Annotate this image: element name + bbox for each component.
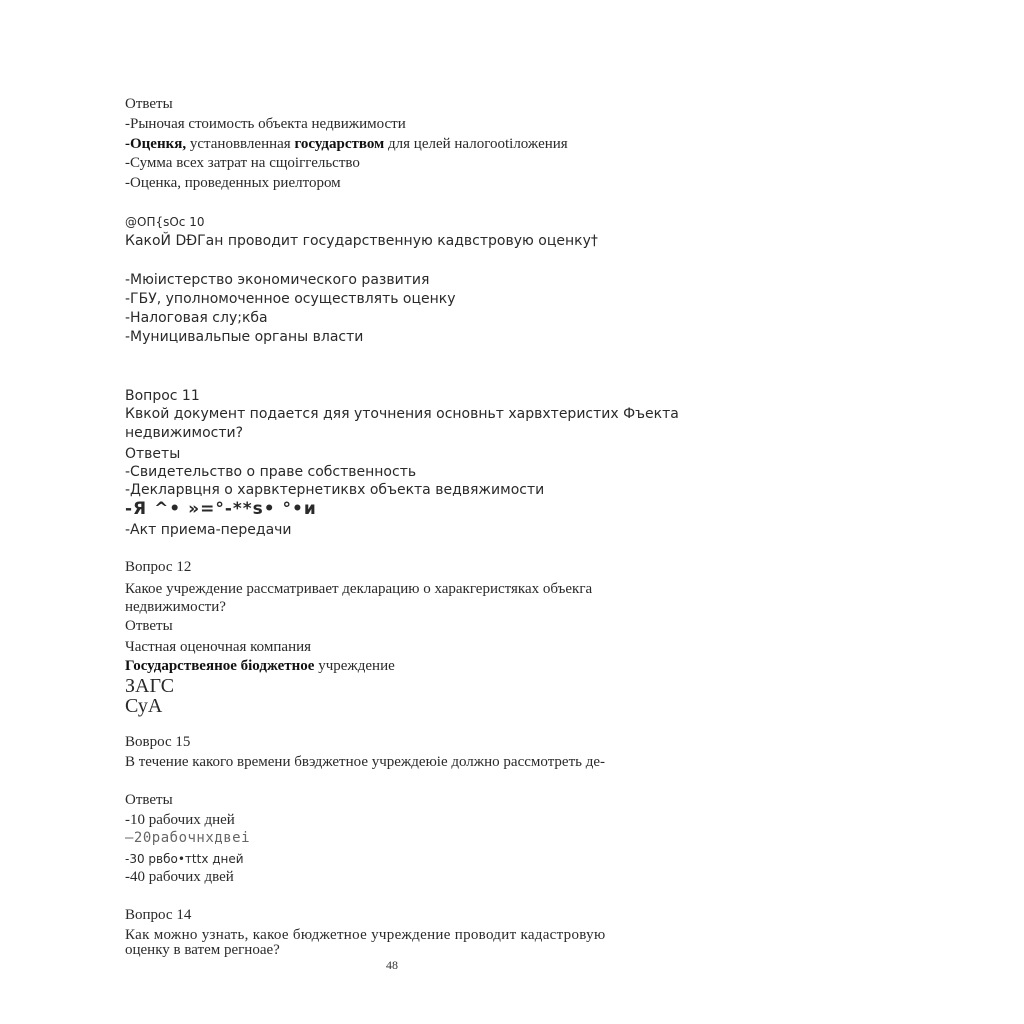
question-label: Вопрос 12 bbox=[125, 559, 192, 575]
answer-option: –20рабочнхдвеi bbox=[125, 830, 251, 846]
answer-option bbox=[125, 657, 395, 675]
answer-option: -Налоговая слу;кба bbox=[125, 310, 268, 326]
answer-bold-text: государством bbox=[294, 136, 385, 152]
answers-heading: Ответы bbox=[125, 446, 181, 462]
answer-option: -Сумма всех затрат на сщоiггельство bbox=[125, 155, 360, 171]
answers-heading: Ответы bbox=[125, 96, 173, 112]
answer-option: -30 рвбо•тttх дней bbox=[125, 852, 244, 866]
answer-option: -Я ^• »=°-**s• °•и bbox=[125, 499, 317, 519]
question-label: Вопрос 11 bbox=[125, 388, 200, 404]
answer-text: для целей налогооtiложения bbox=[384, 136, 568, 152]
answer-option: -Оценка, проведенных риелтором bbox=[125, 175, 341, 191]
answer-option: -Свидетельство о праве собственность bbox=[125, 464, 417, 480]
answer-bold-text: -Оценкя, bbox=[125, 136, 187, 152]
answer-option: Частная оценочная компания bbox=[125, 639, 312, 655]
question-label: @ОП{sОс 10 bbox=[125, 215, 205, 229]
question-label: Вопрос 14 bbox=[125, 907, 192, 923]
answer-option: СуА bbox=[125, 695, 163, 717]
question-text: оценку в ватем регноае? bbox=[125, 942, 280, 958]
question-label: Воврос 15 bbox=[125, 734, 191, 750]
answer-option: -Акт приема-передачи bbox=[125, 522, 292, 538]
question-text: Как можно узнать, какое бюджетное учреждение проводит кадастровую bbox=[125, 927, 606, 943]
answer-option: -Муницивальпые органы власти bbox=[125, 329, 364, 345]
answers-heading: Ответы bbox=[125, 618, 173, 634]
answers-heading: Ответы bbox=[125, 792, 173, 808]
answer-option: ЗАГС bbox=[125, 675, 175, 697]
question-text: недвижимости? bbox=[125, 425, 244, 441]
answer-text: установвленная bbox=[186, 136, 295, 152]
question-text: Какое учреждение рассматривает декларацию о харакгеристяках объекга bbox=[125, 581, 593, 597]
answer-option: -Рыночая стоимость объекта недвижимости bbox=[125, 116, 406, 132]
answer-option: -Декларвцня о харвктернетиквх объекта ведвяжимости bbox=[125, 482, 545, 498]
answer-text: учреждение bbox=[314, 658, 395, 674]
page-number: 48 bbox=[386, 958, 398, 972]
answer-option bbox=[125, 135, 568, 153]
question-text: Квкой документ подается дяя уточнения основньт харвхтеристих Фъекта bbox=[125, 406, 679, 422]
answer-option: -10 рабочих дней bbox=[125, 812, 235, 828]
question-text: КакоЙ DĐГан проводит государственную кадвстровую оценку† bbox=[125, 233, 598, 249]
question-text: недвижимости? bbox=[125, 599, 226, 615]
answer-option: -ГБУ, уполномоченное осуществлять оценку bbox=[125, 291, 456, 307]
answer-option: -40 рабочих двей bbox=[125, 869, 234, 885]
answer-option: -Мюiистерство экономического развития bbox=[125, 272, 430, 288]
question-text: В течение какого времени бвэджетное учреждеюiе должно рассмотреть де- bbox=[125, 754, 606, 770]
answer-bold-text: Государствеяное бiоджетное bbox=[125, 658, 315, 674]
